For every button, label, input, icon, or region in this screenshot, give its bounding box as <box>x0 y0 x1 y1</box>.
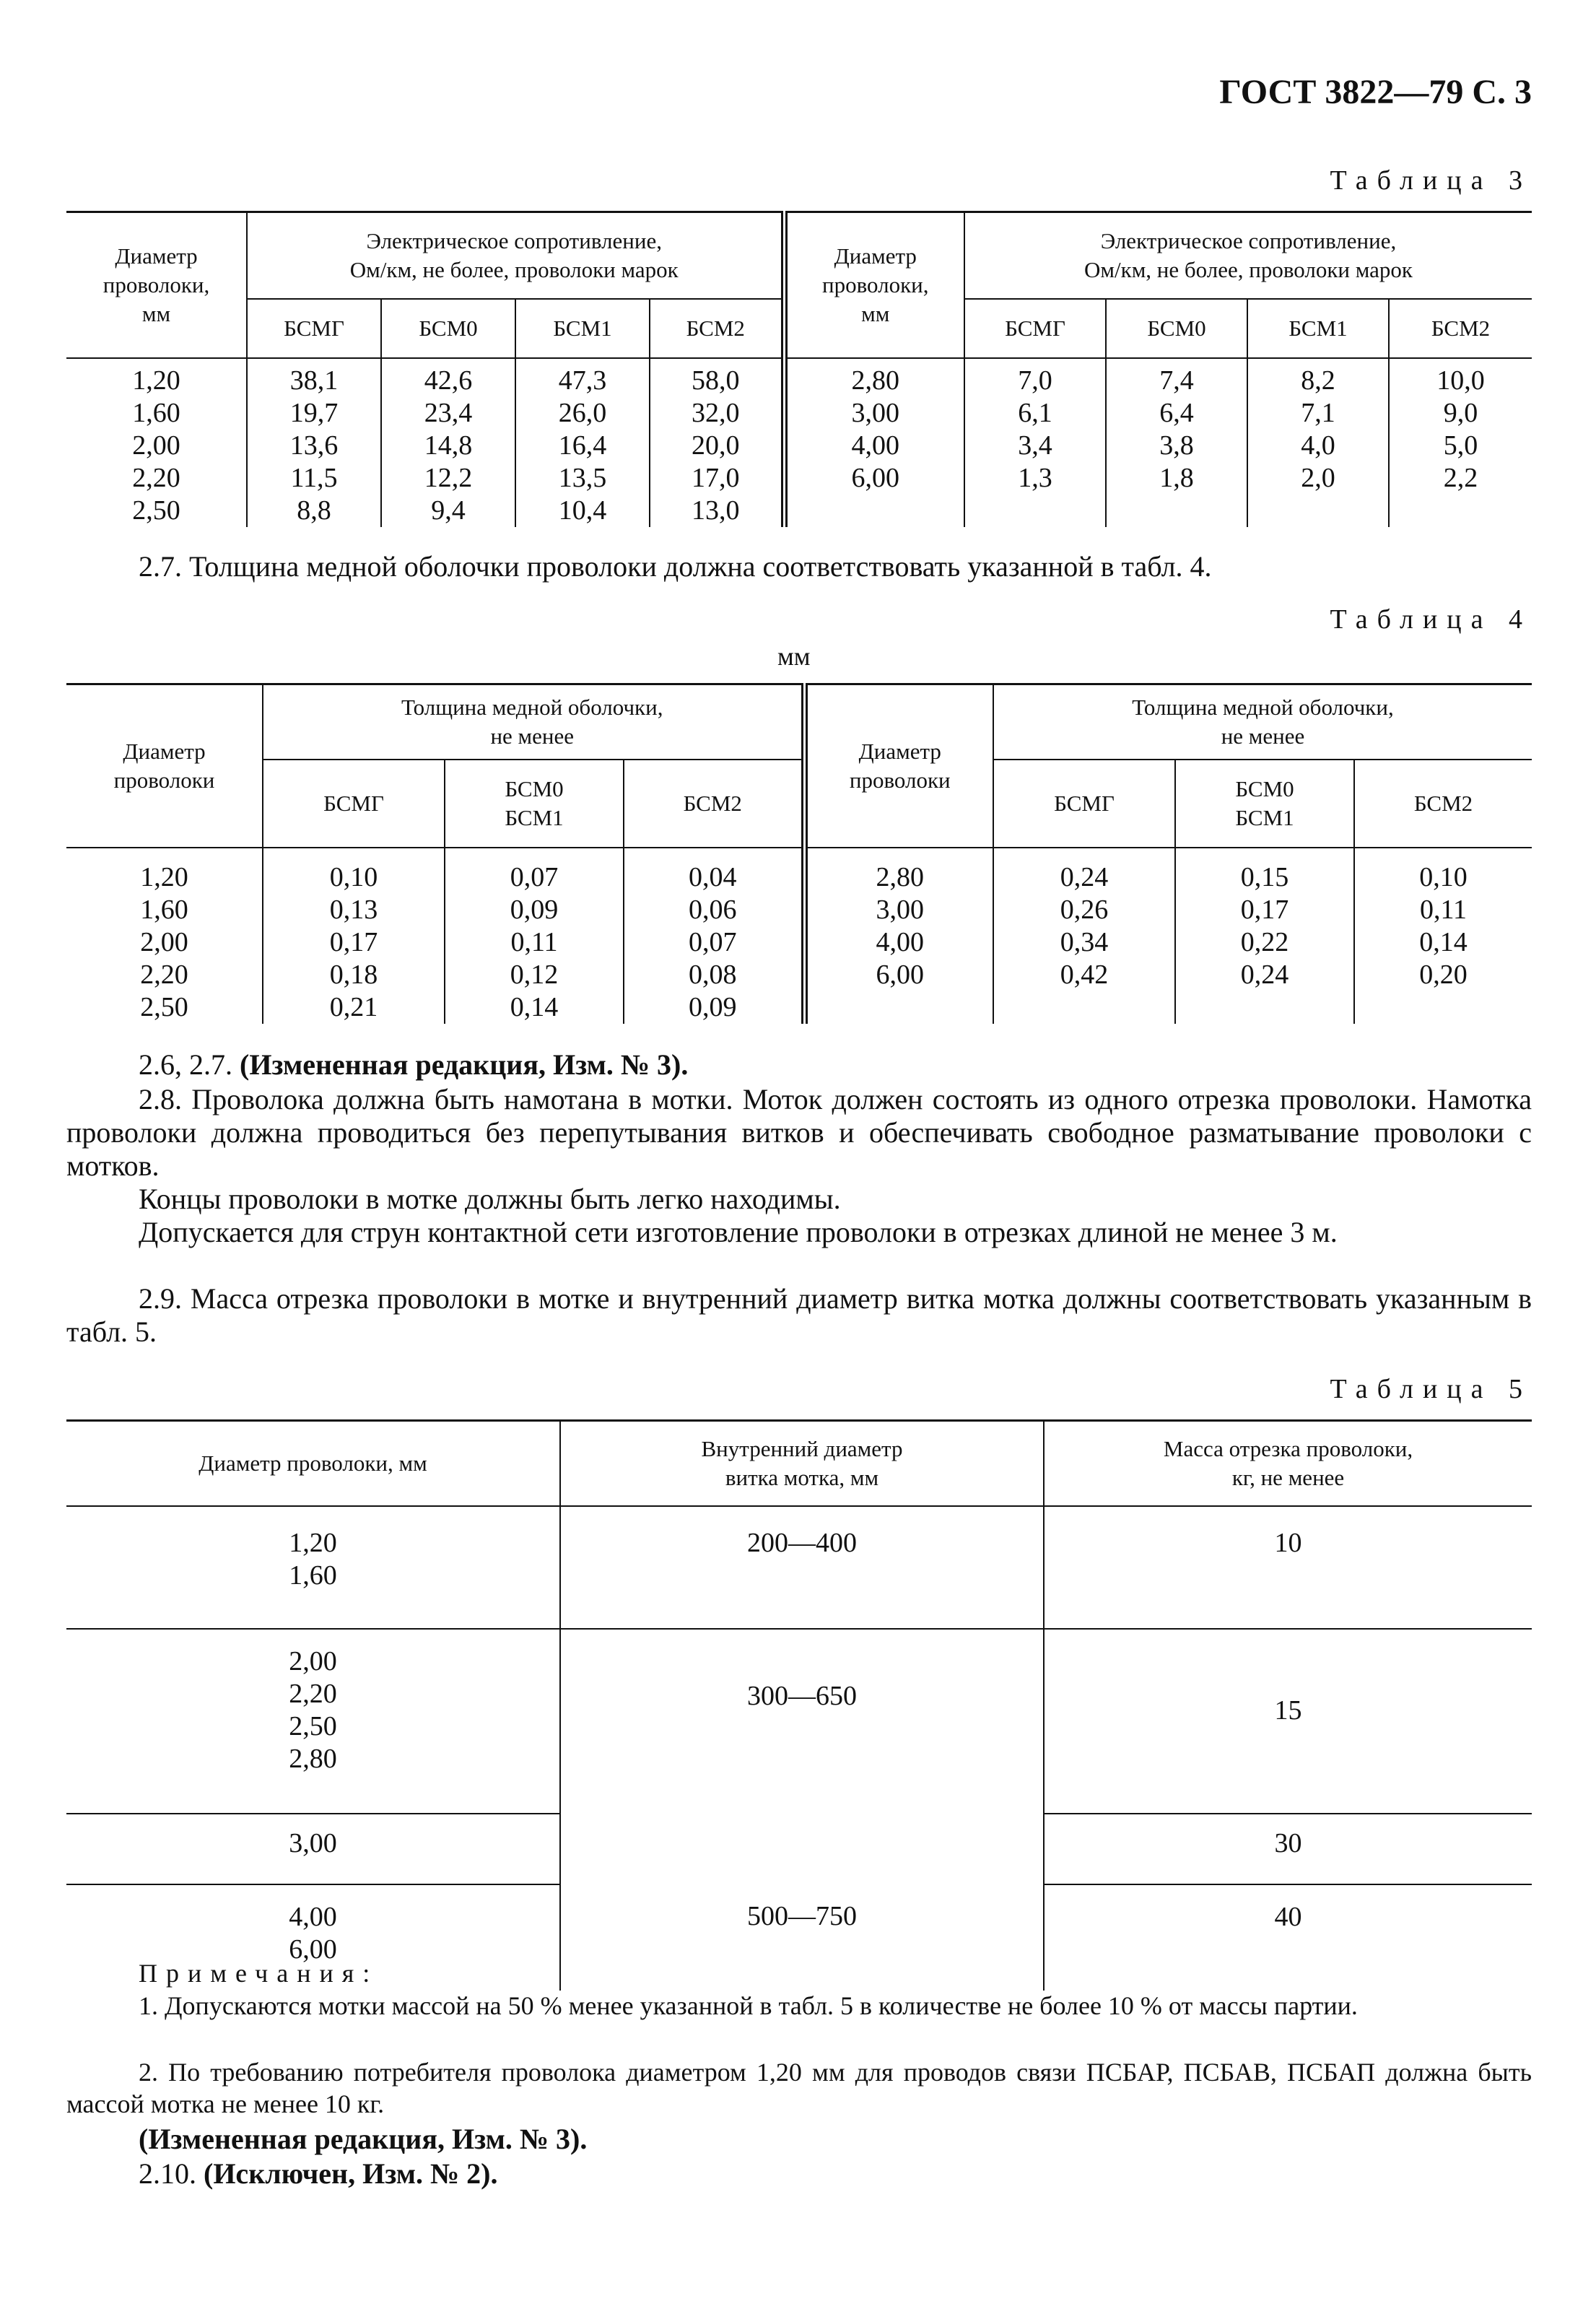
paragraph-ends: Концы проволоки в мотке должны быть легко находимы. <box>139 1183 841 1215</box>
t4-mark-bsmg-right: БСМГ <box>993 760 1175 848</box>
t3-cell: 2,00 <box>132 430 180 461</box>
t3-cell: 3,00 <box>851 398 899 428</box>
t5-diam-group2 <box>66 1629 560 1814</box>
t4-cell: 0,18 <box>329 960 378 990</box>
document-page <box>66 0 1532 2301</box>
t5-mass-40: 40 <box>1274 1902 1302 1932</box>
t4-cell: 0,22 <box>1240 927 1289 957</box>
t5-cell: 2,20 <box>289 1679 337 1709</box>
t4-cell: 2,00 <box>140 927 188 957</box>
t4-right-bsm2-col <box>1354 848 1532 1024</box>
t3-right-bsm1-col <box>1247 358 1389 527</box>
t3-cell: 7,4 <box>1159 365 1194 396</box>
t3-mark-bsmg-right: БСМГ <box>964 299 1106 358</box>
t3-cell: 14,8 <box>424 430 473 461</box>
t3-left-bsm1-col <box>515 358 650 527</box>
table4-label: Таблица 4 <box>1330 604 1532 635</box>
t4-mark-bsm1: БСМ1 <box>505 805 564 830</box>
t4-cell: 0,13 <box>329 895 378 925</box>
table3-label: Таблица 3 <box>1330 165 1532 196</box>
t4-cell: 4,00 <box>876 927 924 957</box>
t3-cell: 26,0 <box>558 398 607 428</box>
t3-cell: 3,4 <box>1018 430 1052 461</box>
para-number: 2.10. <box>139 2157 196 2190</box>
t4-group-line1-right: Толщина медной оболочки, <box>1132 695 1394 720</box>
t3-cell: 5,0 <box>1443 430 1478 461</box>
t3-cell: 11,5 <box>290 463 338 493</box>
t3-group-line1-left: Электрическое сопротивление, <box>366 228 662 253</box>
t3-cell: 7,1 <box>1301 398 1335 428</box>
t3-group-header-right <box>964 212 1532 300</box>
t5-col3-line2: кг, не менее <box>1231 1465 1345 1490</box>
page-header: ГОСТ 3822—79 С. 3 <box>1219 73 1532 111</box>
t4-cell: 6,00 <box>876 960 924 990</box>
t4-cell: 0,07 <box>689 927 737 957</box>
t4-mark-bsm2-left: БСМ2 <box>624 760 804 848</box>
t4-mark-bsm1: БСМ1 <box>1235 805 1294 830</box>
t3-left-bsm2-col <box>650 358 784 527</box>
t3-group-line2-right: Ом/км, не более, проволоки марок <box>1084 257 1413 282</box>
t4-cell: 0,17 <box>1240 895 1289 925</box>
t3-cell: 32,0 <box>692 398 740 428</box>
t4-cell: 0,20 <box>1419 960 1468 990</box>
t4-cell: 1,60 <box>140 895 188 925</box>
t4-cell: 2,20 <box>140 960 188 990</box>
t3-cell: 12,2 <box>424 463 473 493</box>
table4 <box>66 683 1532 1024</box>
t4-cell: 0,10 <box>1419 862 1468 892</box>
t5-col3-header <box>1044 1421 1532 1507</box>
t4-left-bsm2-col <box>624 848 804 1024</box>
t3-group-header-left <box>247 212 784 300</box>
t4-cell: 2,50 <box>140 992 188 1022</box>
paragraph-2-9: 2.9. Масса отрезка проволоки в мотке и внутренний диаметр витка мотка должны соответствовать указанным в табл. 5. <box>66 1282 1532 1348</box>
t5-cell: 1,60 <box>289 1560 337 1591</box>
t3-cell: 4,00 <box>851 430 899 461</box>
t4-cell: 0,17 <box>329 927 378 957</box>
table3 <box>66 211 1532 527</box>
t4-group-line1-left: Толщина медной оболочки, <box>401 695 663 720</box>
t5-cell: 6,00 <box>289 1934 337 1965</box>
t3-group-line1-right: Электрическое сопротивление, <box>1100 228 1397 253</box>
t3-cell: 9,4 <box>431 495 466 526</box>
t4-group-line2-left: не менее <box>490 723 575 749</box>
t5-col2-header <box>560 1421 1044 1507</box>
t4-cell: 0,12 <box>510 960 559 990</box>
t5-cell: 4,00 <box>289 1902 337 1932</box>
t4-cell: 3,00 <box>876 895 924 925</box>
t4-cell: 0,09 <box>689 992 737 1022</box>
t4-group-header-left <box>263 684 804 760</box>
table4-unit: мм <box>777 642 811 671</box>
t3-cell: 6,1 <box>1018 398 1052 428</box>
t3-right-bsm2-col <box>1389 358 1532 527</box>
t3-cell: 2,2 <box>1443 463 1478 493</box>
t3-cell: 13,0 <box>692 495 740 526</box>
t3-cell: 1,3 <box>1018 463 1052 493</box>
t3-cell: 6,00 <box>851 463 899 493</box>
t5-inner-200-400: 200—400 <box>560 1506 1044 1629</box>
t3-mark-bsm0-left: БСМ0 <box>381 299 515 358</box>
paragraph-allowed: Допускается для струн контактной сети изготовление проволоки в отрезках длиной не менее 3 м. <box>139 1216 1338 1248</box>
paragraph-2-10 <box>66 2157 1532 2191</box>
t3-diam-header-right: Диаметр проволоки, мм <box>784 212 964 359</box>
t5-col3-line1: Масса отрезка проволоки, <box>1163 1436 1413 1461</box>
note-1: 1. Допускаются мотки массой на 50 % менее указанной в табл. 5 в количестве не более 10 % от массы партии. <box>139 1991 1358 2020</box>
t4-left-bsmg-col <box>263 848 445 1024</box>
t3-cell: 38,1 <box>289 365 339 396</box>
t3-cell: 8,2 <box>1301 365 1335 396</box>
t5-col2-line1: Внутренний диаметр <box>701 1436 903 1461</box>
t4-mark-bsm2-right: БСМ2 <box>1354 760 1532 848</box>
t3-right-bsmg-col <box>964 358 1106 527</box>
t3-cell: 8,8 <box>297 495 331 526</box>
t4-right-bsm01-col <box>1175 848 1354 1024</box>
t4-cell: 0,24 <box>1240 960 1289 990</box>
t3-cell: 4,0 <box>1301 430 1335 461</box>
t4-cell: 0,15 <box>1240 862 1289 892</box>
t3-group-line2-left: Ом/км, не более, проволоки марок <box>349 257 679 282</box>
t4-cell: 0,06 <box>689 895 737 925</box>
paragraph-2-6-2-7 <box>66 1048 1532 1082</box>
t3-cell: 13,5 <box>558 463 607 493</box>
t4-mark-bsm0: БСМ0 <box>1235 776 1294 801</box>
t3-cell: 58,0 <box>692 365 740 396</box>
t5-inner-500-750: 500—750 <box>560 1884 1044 1991</box>
t4-mark-bsm0: БСМ0 <box>505 776 564 801</box>
t5-diam-group3 <box>66 1814 560 1884</box>
t5-cell: 1,20 <box>289 1528 337 1558</box>
t4-mark-bsm0-bsm1-right <box>1175 760 1354 848</box>
t5-cell: 2,50 <box>289 1711 337 1741</box>
t3-cell: 2,50 <box>132 495 180 526</box>
t4-diam-header-right: Диаметр проволоки <box>804 684 993 848</box>
edit-note: (Измененная редакция, Изм. № 3). <box>240 1048 689 1081</box>
notes-title: Примечания: <box>139 1959 379 1988</box>
t4-cell: 0,10 <box>329 862 378 892</box>
t4-cell: 0,14 <box>1419 927 1468 957</box>
t4-cell: 1,20 <box>140 862 188 892</box>
t3-diam-header-left: Диаметр проволоки, мм <box>66 212 247 359</box>
t4-cell: 0,11 <box>1419 895 1468 925</box>
t4-cell: 2,80 <box>876 862 924 892</box>
t4-mark-bsmg-left: БСМГ <box>263 760 445 848</box>
excluded-note: (Исключен, Изм. № 2). <box>204 2157 498 2190</box>
table5-label: Таблица 5 <box>1330 1374 1532 1404</box>
t3-right-bsm0-col <box>1106 358 1247 527</box>
t3-mark-bsm1-left: БСМ1 <box>515 299 650 358</box>
t5-mass-15: 15 <box>1044 1629 1532 1814</box>
t3-cell: 1,20 <box>132 365 180 396</box>
t3-cell: 23,4 <box>424 398 473 428</box>
t3-left-diam-col <box>66 358 247 527</box>
t3-mark-bsm2-left: БСМ2 <box>650 299 784 358</box>
t4-left-bsm01-col <box>445 848 624 1024</box>
t5-mass-10: 10 <box>1044 1506 1532 1629</box>
t3-mark-bsm1-right: БСМ1 <box>1247 299 1389 358</box>
paragraph-2-7: 2.7. Толщина медной оболочки проволоки должна соответствовать указанной в табл. 4. <box>139 550 1212 583</box>
t3-cell: 47,3 <box>558 365 607 396</box>
t3-mark-bsm2-right: БСМ2 <box>1389 299 1532 358</box>
t4-cell: 0,08 <box>689 960 737 990</box>
t3-cell: 1,8 <box>1159 463 1194 493</box>
t3-cell: 13,6 <box>289 430 339 461</box>
t4-left-diam-col <box>66 848 263 1024</box>
t3-cell: 9,0 <box>1443 398 1478 428</box>
t4-cell: 0,14 <box>510 992 559 1022</box>
t5-diam-group1 <box>66 1506 560 1629</box>
t4-group-line2-right: не менее <box>1221 723 1305 749</box>
t3-mark-bsmg-left: БСМГ <box>247 299 381 358</box>
t4-cell: 0,09 <box>510 895 559 925</box>
t4-right-bsmg-col <box>993 848 1175 1024</box>
t3-cell: 20,0 <box>692 430 740 461</box>
t4-cell: 0,34 <box>1060 927 1109 957</box>
paragraph-2-8: 2.8. Проволока должна быть намотана в мотки. Моток должен состоять из одного отрезка проволоки. Намотка проволоки должна проводиться без перепутывания витков и обеспечивать свободное разматывание проволоки с мотков. <box>66 1083 1532 1182</box>
t3-cell: 16,4 <box>558 430 607 461</box>
t3-cell: 17,0 <box>692 463 740 493</box>
t4-cell: 0,21 <box>329 992 378 1022</box>
t3-left-bsm0-col <box>381 358 515 527</box>
t5-cell: 3,00 <box>289 1828 337 1858</box>
edit-note-final: (Измененная редакция, Изм. № 3). <box>139 2123 588 2155</box>
t3-mark-bsm0-right: БСМ0 <box>1106 299 1247 358</box>
t4-cell: 0,24 <box>1060 862 1109 892</box>
t4-cell: 0,11 <box>510 927 558 957</box>
t5-col1-header: Диаметр проволоки, мм <box>66 1421 560 1507</box>
t3-cell: 3,8 <box>1159 430 1194 461</box>
t3-cell: 42,6 <box>424 365 473 396</box>
t5-col2-line2: витка мотка, мм <box>725 1465 879 1490</box>
t3-cell: 6,4 <box>1159 398 1194 428</box>
para-number: 2.6, 2.7. <box>139 1048 232 1081</box>
t4-diam-header-left: Диаметр проволоки <box>66 684 263 848</box>
t4-mark-bsm0-bsm1-left <box>445 760 624 848</box>
t4-group-header-right <box>993 684 1532 760</box>
t4-cell: 0,04 <box>689 862 737 892</box>
t3-left-bsmg-col <box>247 358 381 527</box>
t3-cell: 19,7 <box>289 398 339 428</box>
t5-mass-30: 30 <box>1044 1814 1532 1884</box>
t4-cell: 0,42 <box>1060 960 1109 990</box>
t5-cell: 2,00 <box>289 1646 337 1676</box>
t4-cell: 0,26 <box>1060 895 1109 925</box>
t3-cell: 2,80 <box>851 365 899 396</box>
t5-cell: 2,80 <box>289 1744 337 1774</box>
table5 <box>66 1419 1532 1991</box>
t3-cell: 1,60 <box>132 398 180 428</box>
note-2: 2. По требованию потребителя проволока диаметром 1,20 мм для проводов связи ПСБАР, ПСБАВ, ПСБАП должна быть массой мотка не менее 10 кг. <box>66 2058 1532 2118</box>
t3-cell: 7,0 <box>1018 365 1052 396</box>
t3-cell: 10,0 <box>1436 365 1485 396</box>
t4-cell: 0,07 <box>510 862 559 892</box>
t3-right-diam-col <box>784 358 964 527</box>
t3-cell: 2,20 <box>132 463 180 493</box>
t5-inner-300-650: 300—650 <box>560 1629 1044 1884</box>
t3-cell: 10,4 <box>558 495 607 526</box>
t4-right-diam-col <box>804 848 993 1024</box>
t3-cell: 2,0 <box>1301 463 1335 493</box>
